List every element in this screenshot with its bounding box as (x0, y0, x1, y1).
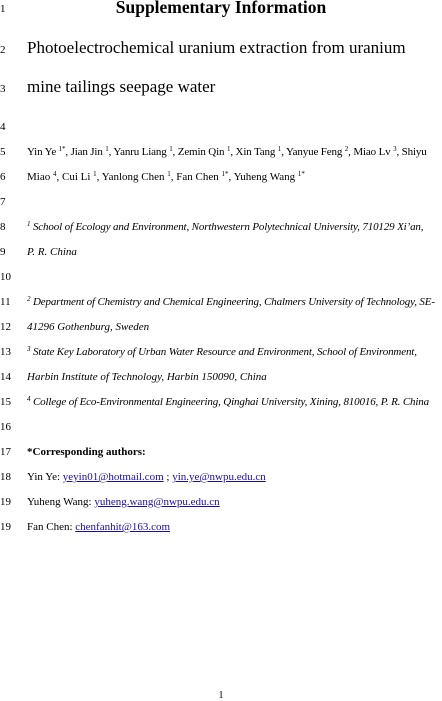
line-number: 9 (0, 246, 6, 258)
line-number: 10 (0, 271, 11, 283)
line-number: 4 (0, 121, 6, 133)
line-number: 7 (0, 196, 6, 208)
authors-line-1: Yin Ye $^{1*}$, Jian Jin $^1$, Yanru Liang $^1$, Zemin Qin $^1$, Xin Tang $^1$, Yanyue Feng $^2$, Miao Lv $^3$, Shiyu (27, 145, 427, 158)
affiliation-2-line-1: $^2$ Department of Chemistry and Chemical Engineering, Chalmers University of Technology, SE- (27, 295, 435, 308)
line-number: 13 (0, 346, 11, 358)
line-number: 18 (0, 471, 11, 483)
separator: ; (163, 471, 173, 483)
corresponding-label: *Corresponding authors: (27, 446, 146, 458)
line-number: 8 (0, 221, 6, 233)
line-number: 5 (0, 146, 6, 158)
affiliation-4: $^4$ College of Eco-Environmental Engineering, Qinghai University, Xining, 810016, P. R. China (27, 395, 430, 408)
line-number: 12 (0, 321, 11, 333)
authors-line-2: Miao $^4$, Cui Li $^1$, Yanlong Chen $^1$, Fan Chen $^{1*}$, Yuheng Wang $^{1*}$ (27, 170, 305, 183)
affiliation-3-line-1: $^3$ State Key Laboratory of Urban Water Resource and Environment, School of Environment, (27, 345, 417, 358)
paper-title-line-1: Photoelectrochemical uranium extraction from uranium (27, 38, 406, 57)
page-number: 1 (218, 690, 224, 701)
line-number: 19 (0, 496, 11, 508)
line-number: 15 (0, 396, 11, 408)
line-number: 2 (0, 44, 6, 56)
paper-title-line-2: mine tailings seepage water (27, 77, 216, 96)
affiliation-3-line-2: Harbin Institute of Technology, Harbin 150090, China (27, 371, 267, 383)
line-number: 16 (0, 421, 11, 433)
contact-name: Yin Ye: (27, 471, 63, 483)
line-number: 19 (0, 521, 11, 533)
line-number: 11 (0, 296, 11, 308)
email-link[interactable]: yin.ye@nwpu.edu.cn (172, 471, 266, 483)
email-link[interactable]: yeyin01@hotmail.com (62, 471, 164, 483)
email-link[interactable]: chenfanhit@163.com (75, 521, 171, 533)
line-number: 6 (0, 171, 6, 183)
contact-fan-chen (27, 521, 441, 533)
supplementary-title: Supplementary Information (115, 0, 327, 17)
affiliation-1-line-1: $^1$ School of Ecology and Environment, Northwestern Polytechnical University, 710129 Xi’an, (27, 220, 424, 233)
contact-yin-ye (27, 471, 441, 483)
affiliation-2-line-2: 41296 Gothenburg, Sweden (27, 321, 150, 333)
line-number: 3 (0, 83, 6, 95)
line-number: 17 (0, 446, 11, 458)
contact-name: Yuheng Wang: (27, 496, 95, 508)
line-number: 1 (0, 3, 6, 15)
affiliation-1-line-2: P. R. China (27, 246, 77, 258)
line-number: 14 (0, 371, 11, 383)
contact-yuheng-wang (27, 496, 441, 508)
email-link[interactable]: yuheng.wang@nwpu.edu.cn (94, 496, 220, 508)
contact-name: Fan Chen: (27, 521, 76, 533)
